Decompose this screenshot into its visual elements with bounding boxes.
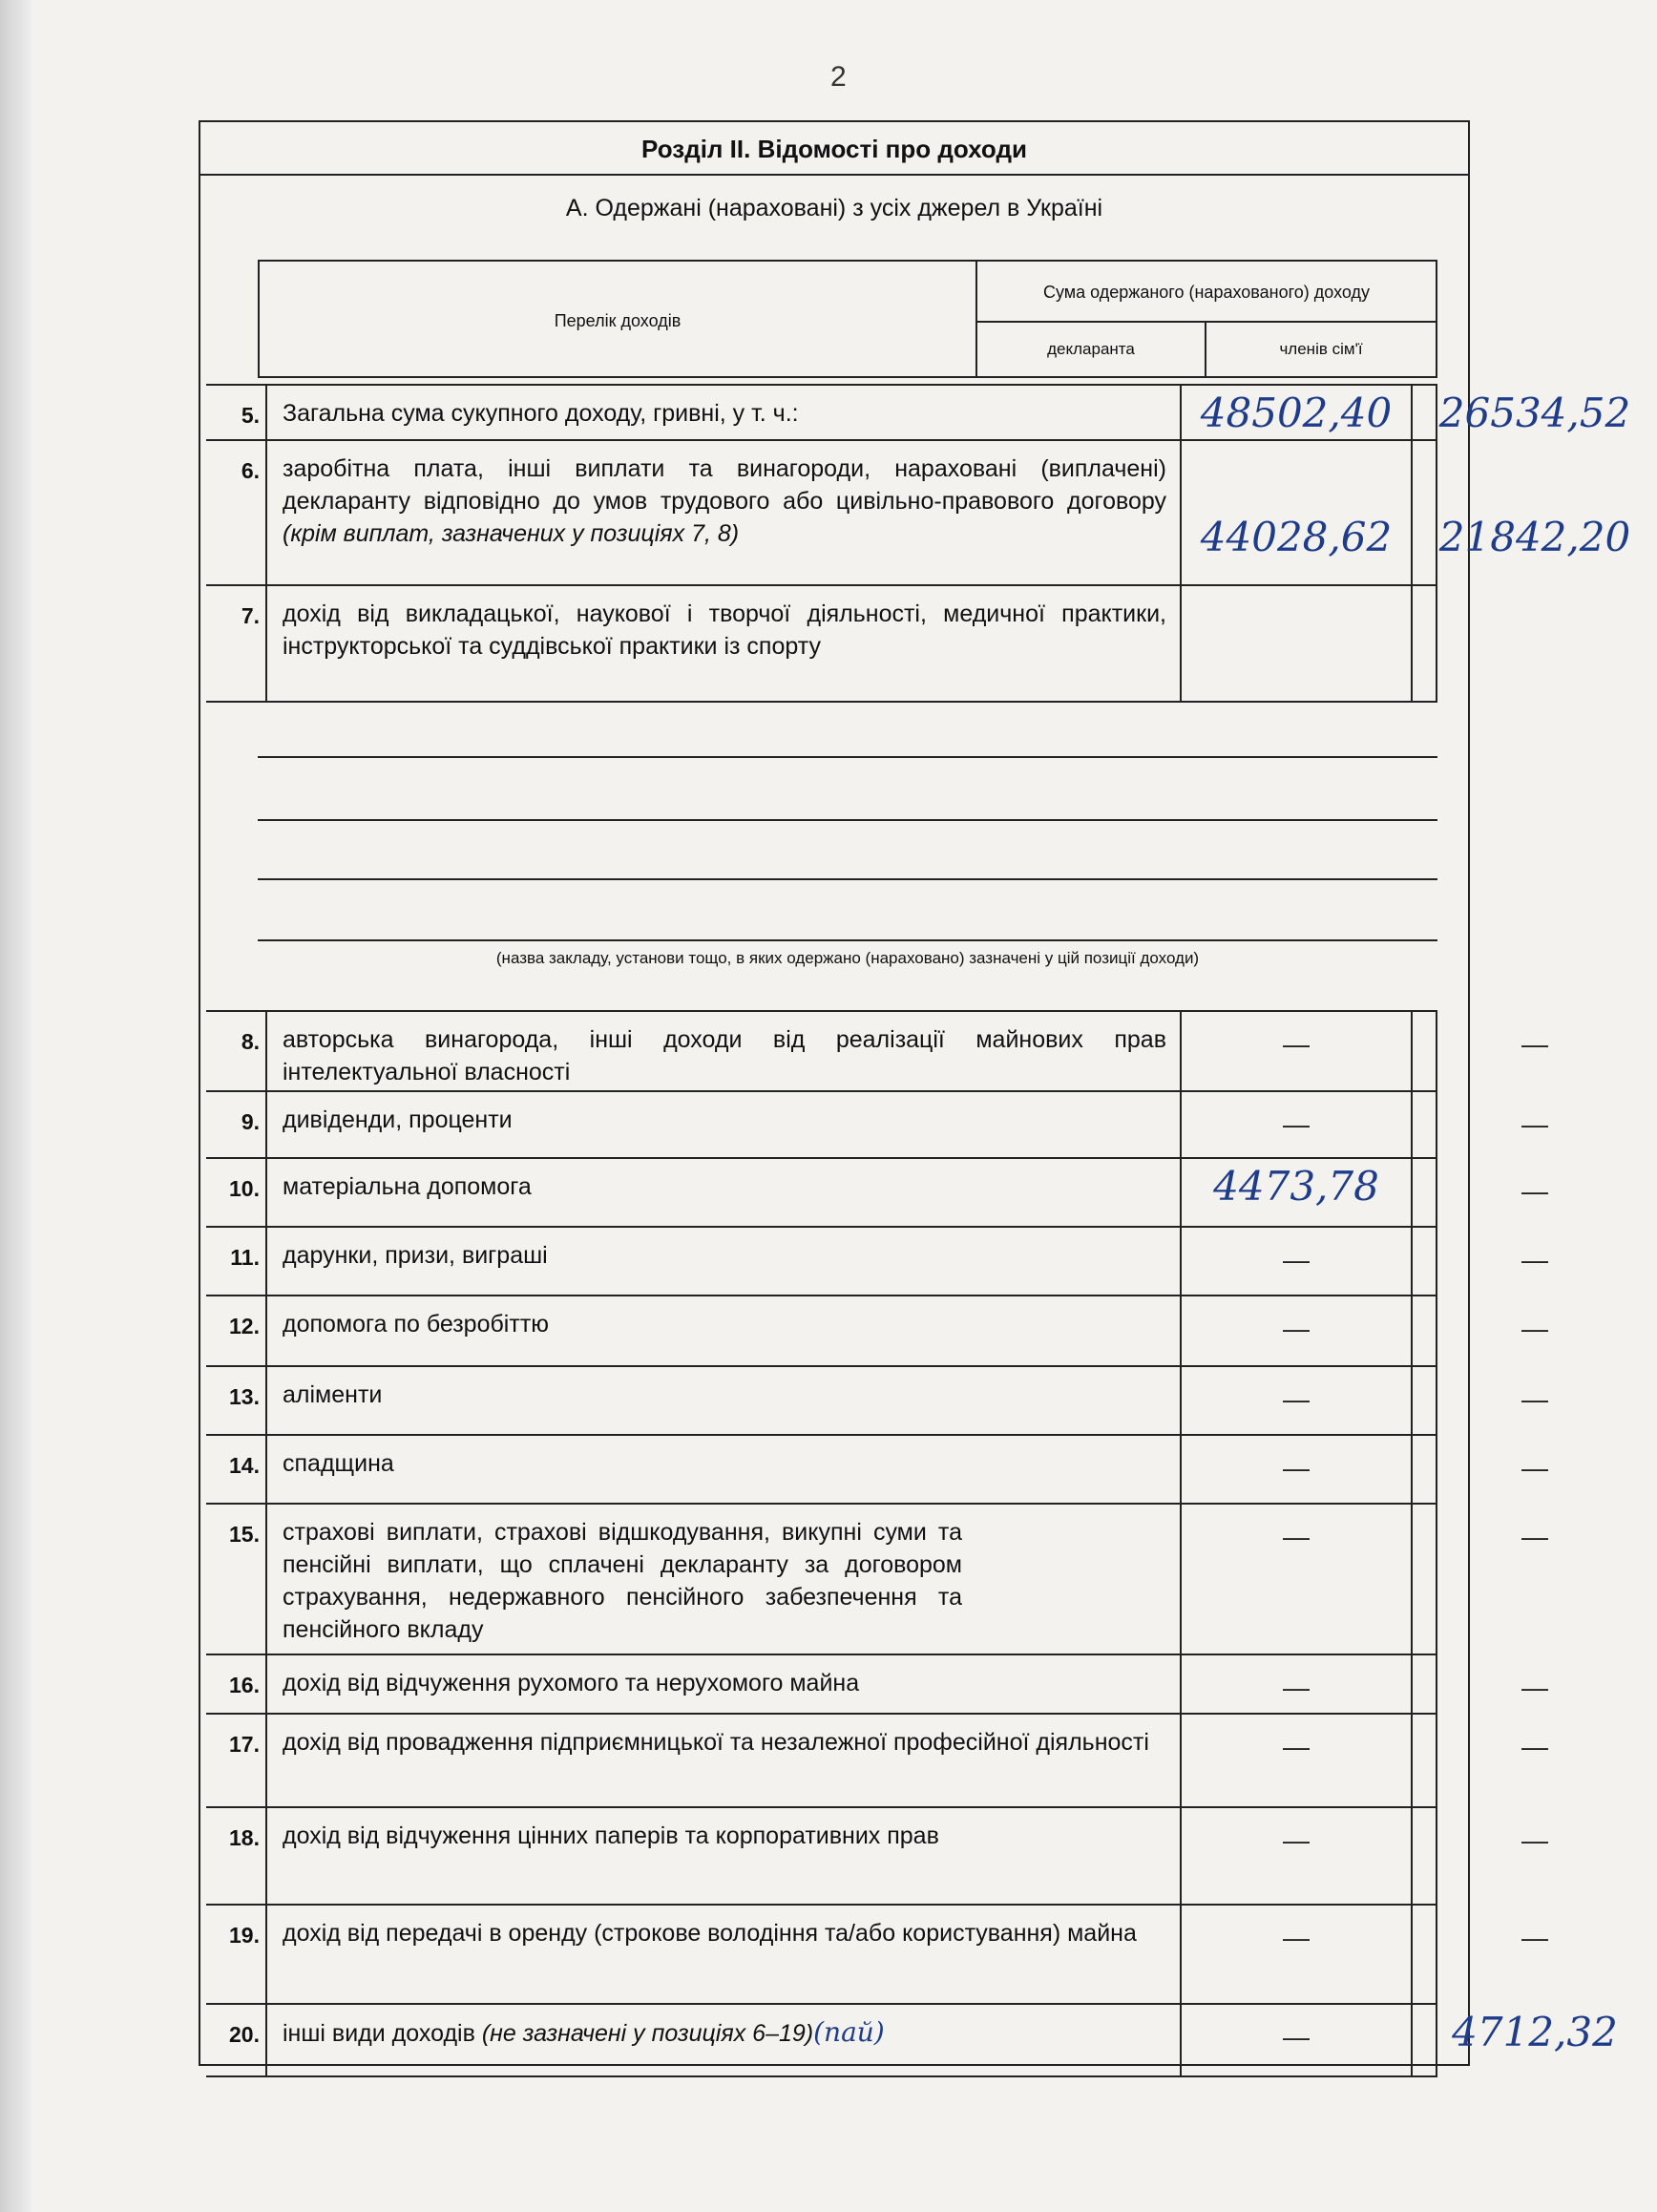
declarant-dash: — <box>1283 1923 1310 1952</box>
row-number: 17. <box>229 1732 260 1757</box>
declarant-value <box>1180 1092 1413 1157</box>
declarant-value <box>1180 1505 1413 1654</box>
row-label-main: заробітна плата, інші виплати та винагороди, нараховані (виплачені) декларанту відповідно до умов трудового або цивільно-правового договору <box>283 455 1166 515</box>
row-number: 9. <box>241 1109 260 1134</box>
family-dash: — <box>1521 1923 1548 1952</box>
table-row <box>206 1806 1548 1904</box>
row-label-main: інші види доходів <box>283 2020 475 2047</box>
table-row <box>206 1654 1548 1713</box>
page-number: 2 <box>830 61 847 93</box>
family-dash: — <box>1521 1825 1548 1855</box>
row-label: дохід від передачі в оренду (строкове володіння та/або користування) майна <box>283 1920 1137 1947</box>
family-value <box>1413 1296 1657 1365</box>
declarant-value <box>1180 1808 1413 1904</box>
declarant-dash: — <box>1283 1825 1310 1855</box>
table-header <box>258 260 1437 378</box>
institution-line <box>258 756 1437 758</box>
row-label-note: (крім виплат, зазначених у позиціях 7, 8) <box>283 520 740 547</box>
row-label: дохід від провадження підприємницької та незалежної професійної діяльності <box>283 1729 1149 1756</box>
family-dash: — <box>1521 1673 1548 1702</box>
declarant-value: 48502,40 <box>1180 386 1413 439</box>
family-dash: — <box>1521 1029 1548 1059</box>
row-number: 16. <box>229 1673 260 1697</box>
row-number: 18. <box>229 1825 260 1850</box>
row-label: дарунки, призи, виграші <box>283 1242 548 1269</box>
declarant-value <box>1180 1436 1413 1503</box>
family-value <box>1413 1505 1657 1654</box>
family-value <box>1413 1228 1657 1295</box>
declarant-value <box>1180 586 1413 701</box>
table-row <box>206 1713 1548 1806</box>
header-declarant: декларанта <box>977 323 1206 376</box>
table-row <box>206 1904 1548 2003</box>
declarant-dash: — <box>1283 1522 1310 1551</box>
row-number: 13. <box>229 1384 260 1409</box>
family-value <box>1413 1092 1657 1157</box>
declarant-dash: — <box>1283 1673 1310 1702</box>
row-number: 6. <box>241 458 260 483</box>
table-row <box>206 1090 1548 1157</box>
declarant-dash: — <box>1283 1453 1310 1483</box>
row-number: 20. <box>229 2022 260 2047</box>
family-dash: — <box>1521 1522 1548 1551</box>
row-number: 8. <box>241 1029 260 1054</box>
table-row <box>206 1157 1548 1226</box>
institution-line <box>258 939 1437 941</box>
table-row <box>206 1295 1548 1365</box>
row-number: 11. <box>230 1245 260 1270</box>
row-label: страхові виплати, страхові відшкодування, викупні суми та пенсійні виплати, що сплачені декларанту за договором страхування, недержавного пенсійного забезпечення та пенсійного вкладу <box>283 1519 962 1643</box>
declarant-dash: — <box>1283 1384 1310 1414</box>
family-value <box>1413 1808 1657 1904</box>
row-label: матеріальна допомога <box>283 1173 532 1200</box>
family-value <box>1413 1012 1657 1090</box>
row-number: 7. <box>241 603 260 628</box>
header-income-list: Перелік доходів <box>260 262 977 376</box>
table-row <box>206 1503 1548 1654</box>
row-number: 12. <box>229 1314 260 1338</box>
declarant-value <box>1180 1012 1413 1090</box>
section-title: Розділ ІІ. Відомості про доходи <box>199 122 1470 176</box>
table-row <box>206 1434 1548 1503</box>
table-row <box>206 384 1631 439</box>
handwritten-note: (пай) <box>813 2016 885 2048</box>
row-number: 19. <box>229 1923 260 1948</box>
declarant-dash: — <box>1283 2022 1310 2052</box>
family-value <box>1413 1655 1657 1713</box>
family-value <box>1413 1159 1657 1226</box>
subsection-title <box>199 195 1470 222</box>
family-value <box>1413 1715 1657 1806</box>
family-dash: — <box>1521 1384 1548 1414</box>
header-sum: Сума одержаного (нарахованого) доходу <box>977 262 1436 323</box>
declarant-value <box>1180 2005 1413 2075</box>
row-label: дохід від відчуження цінних паперів та корпоративних прав <box>283 1822 939 1849</box>
family-value <box>1413 1367 1657 1434</box>
table-row <box>206 439 1631 584</box>
declarant-value: 44028,62 <box>1180 441 1413 584</box>
family-value: 21842,20 <box>1438 514 1631 560</box>
row-number: 15. <box>229 1522 260 1547</box>
row-label: допомога по безробіттю <box>283 1311 550 1338</box>
family-value <box>1413 586 1657 701</box>
row-label: дивіденди, проценти <box>283 1106 513 1133</box>
row-label: спадщина <box>283 1450 394 1477</box>
table-row <box>206 584 1437 701</box>
row-number: 10. <box>229 1176 260 1201</box>
declarant-value <box>1180 1228 1413 1295</box>
family-value <box>1413 1436 1657 1503</box>
family-dash: — <box>1521 1176 1548 1206</box>
row-label: Загальна сума сукупного доходу, гривні, у т. ч.: <box>283 400 799 427</box>
declarant-dash: — <box>1283 1109 1310 1139</box>
table-row <box>206 1226 1548 1295</box>
family-dash: — <box>1521 1732 1548 1761</box>
row-label <box>275 2016 1166 2050</box>
subsection-text: . Одержані (нараховані) з усіх джерел в Україні <box>581 195 1103 221</box>
declarant-value <box>1180 1715 1413 1806</box>
institution-line <box>258 819 1437 821</box>
header-family: членів сім'ї <box>1279 340 1363 358</box>
declarant-value: 4473,78 <box>1180 1159 1413 1226</box>
family-dash: — <box>1521 1314 1548 1343</box>
declarant-value <box>1180 1296 1413 1365</box>
declarant-value <box>1180 1367 1413 1434</box>
row-label: аліменти <box>283 1381 383 1408</box>
family-dash: — <box>1521 1453 1548 1483</box>
family-dash: — <box>1521 1245 1548 1275</box>
row-number: 14. <box>229 1453 260 1478</box>
family-value: 4712,32 <box>1452 2009 1618 2055</box>
declarant-value <box>1180 1906 1413 2003</box>
row-number: 5. <box>241 403 260 428</box>
row-label: авторська винагорода, інші доходи від реалізації майнових прав інтелектуальної власності <box>283 1026 1166 1085</box>
row-label: дохід від відчуження рухомого та нерухомого майна <box>283 1670 860 1696</box>
declarant-dash: — <box>1283 1314 1310 1343</box>
income-table <box>206 384 1631 2077</box>
row-label: дохід від викладацької, наукової і творчої діяльності, медичної практики, інструкторської та суддівської практики із спорту <box>283 600 1166 660</box>
subsection-letter: А <box>565 195 582 221</box>
family-value <box>1413 1906 1657 2003</box>
table-row <box>206 1365 1548 1434</box>
institution-note: (назва закладу, установи тощо, в яких одержано (нараховано) зазначені у цій позиції доходи) <box>495 949 1200 967</box>
family-value: 26534,52 <box>1438 390 1631 436</box>
declarant-dash: — <box>1283 1245 1310 1275</box>
page-edge <box>0 0 32 2212</box>
row-label-note: (не зазначені у позиціях 6–19) <box>481 2020 814 2047</box>
row-label <box>275 453 1166 550</box>
table-row <box>206 2003 1618 2077</box>
declarant-value <box>1180 1655 1413 1713</box>
institution-line <box>258 878 1437 880</box>
declarant-dash: — <box>1283 1029 1310 1059</box>
declarant-dash: — <box>1283 1732 1310 1761</box>
family-dash: — <box>1521 1109 1548 1139</box>
table-row <box>206 1010 1548 1090</box>
